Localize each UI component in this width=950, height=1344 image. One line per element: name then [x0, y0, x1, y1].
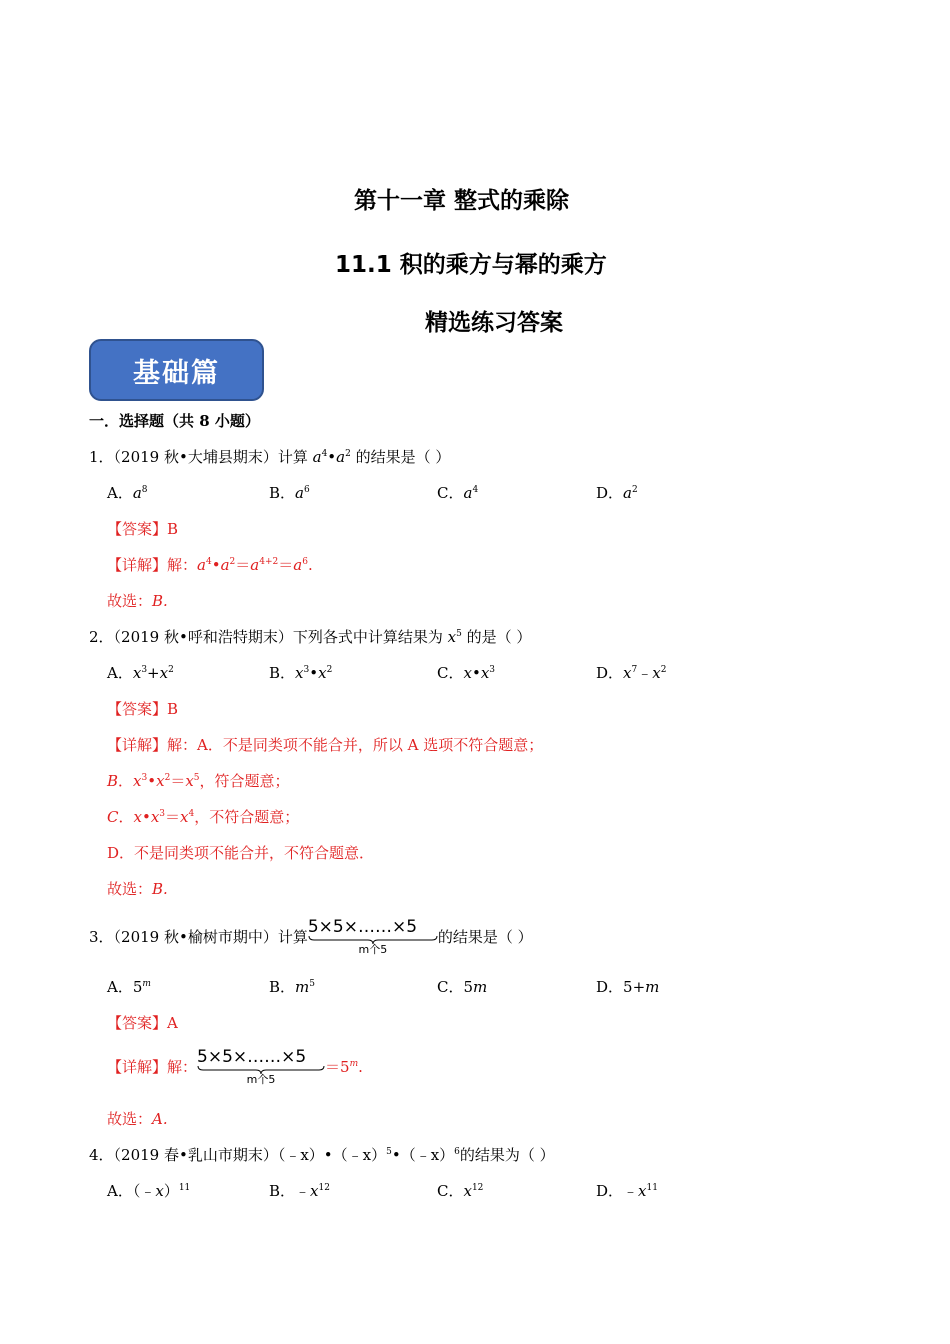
q2-answer: 【答案】B [107, 700, 179, 718]
level-badge-label: 基础篇 [133, 357, 220, 389]
q1-answer: 【答案】B [107, 520, 179, 538]
q2-option-b: B．$x^3•x^2$ [269, 664, 333, 682]
q2-option-a: A．$x^3+x^2$ [107, 664, 174, 682]
q4-stem: 4．（2019 春•乳山市期末）（﹣x）•（﹣x）$^5$•（﹣x）$^6$的结果为（ ） [89, 1146, 555, 1164]
q3-detail-brace: 5×5×……×5 m个5 [197, 1048, 325, 1086]
q1-option-a: A．$a^8$ [107, 484, 148, 502]
q1-option-c: C．$a^4$ [437, 484, 479, 502]
q2-final: 故选：B. [107, 880, 168, 898]
q3-detail: 【详解】解： 5×5×……×5 m个5 $=5^m$. [107, 1047, 363, 1086]
q2-detail-2: B．$x^3•x^2=x^5$，符合题意； [107, 772, 290, 790]
q2-option-d: D．$x^7﹣x^2$ [596, 664, 667, 682]
q3-answer: 【答案】A [107, 1014, 178, 1032]
q3-option-a: A．5$^m$ [107, 978, 151, 996]
q3-brace-expression: 5×5×……×5 m个5 [308, 918, 438, 956]
q3-option-b: B．$m^5$ [269, 978, 315, 996]
q4-option-b: B．$﹣x^{12}$ [269, 1182, 330, 1200]
q2-detail-4: D．不是同类项不能合并，不符合题意． [107, 844, 375, 862]
q2-detail-1: 【详解】解：A．不是同类项不能合并，所以 A 选项不符合题意； [107, 736, 544, 754]
q4-option-c: C．$x^{12}$ [437, 1182, 484, 1200]
section-title: 11.1 积的乘方与幂的乘方 [335, 252, 607, 278]
section-heading: 一．选择题（共 8 小题） [89, 412, 260, 430]
q1-option-b: B．$a^6$ [269, 484, 310, 502]
q2-stem: 2．（2019 秋•呼和浩特期末）下列各式中计算结果为 $x^5$ 的是（ ） [89, 628, 532, 646]
q3-final: 故选：A. [107, 1110, 168, 1128]
level-badge [89, 339, 264, 401]
q1-final: 故选：B. [107, 592, 168, 610]
q1-option-d: D．$a^2$ [596, 484, 638, 502]
q1-detail: 【详解】解：$a^4•a^2=a^{4+2}=a^6$. [107, 556, 313, 574]
q2-option-c: C．$x•x^3$ [437, 664, 496, 682]
q3-stem: 3．（2019 秋•榆树市期中）计算 5×5×……×5 m个5 的结果是（ ） [89, 917, 533, 956]
q1-stem: 1．（2019 秋•大埔县期末）计算 $a^4•a^2$ 的结果是（ ） [89, 448, 451, 466]
q3-option-c: C．5m [437, 978, 488, 996]
q4-option-d: D．$﹣x^{11}$ [596, 1182, 658, 1200]
q3-option-d: D．5+m [596, 978, 660, 996]
chapter-title: 第十一章 整式的乘除 [354, 188, 570, 214]
page-subtitle: 精选练习答案 [425, 310, 563, 336]
q4-option-a: A．（﹣x）$^{11}$ [107, 1182, 191, 1200]
q2-detail-3: C．$x•x^3=x^4$，不符合题意； [107, 808, 300, 826]
